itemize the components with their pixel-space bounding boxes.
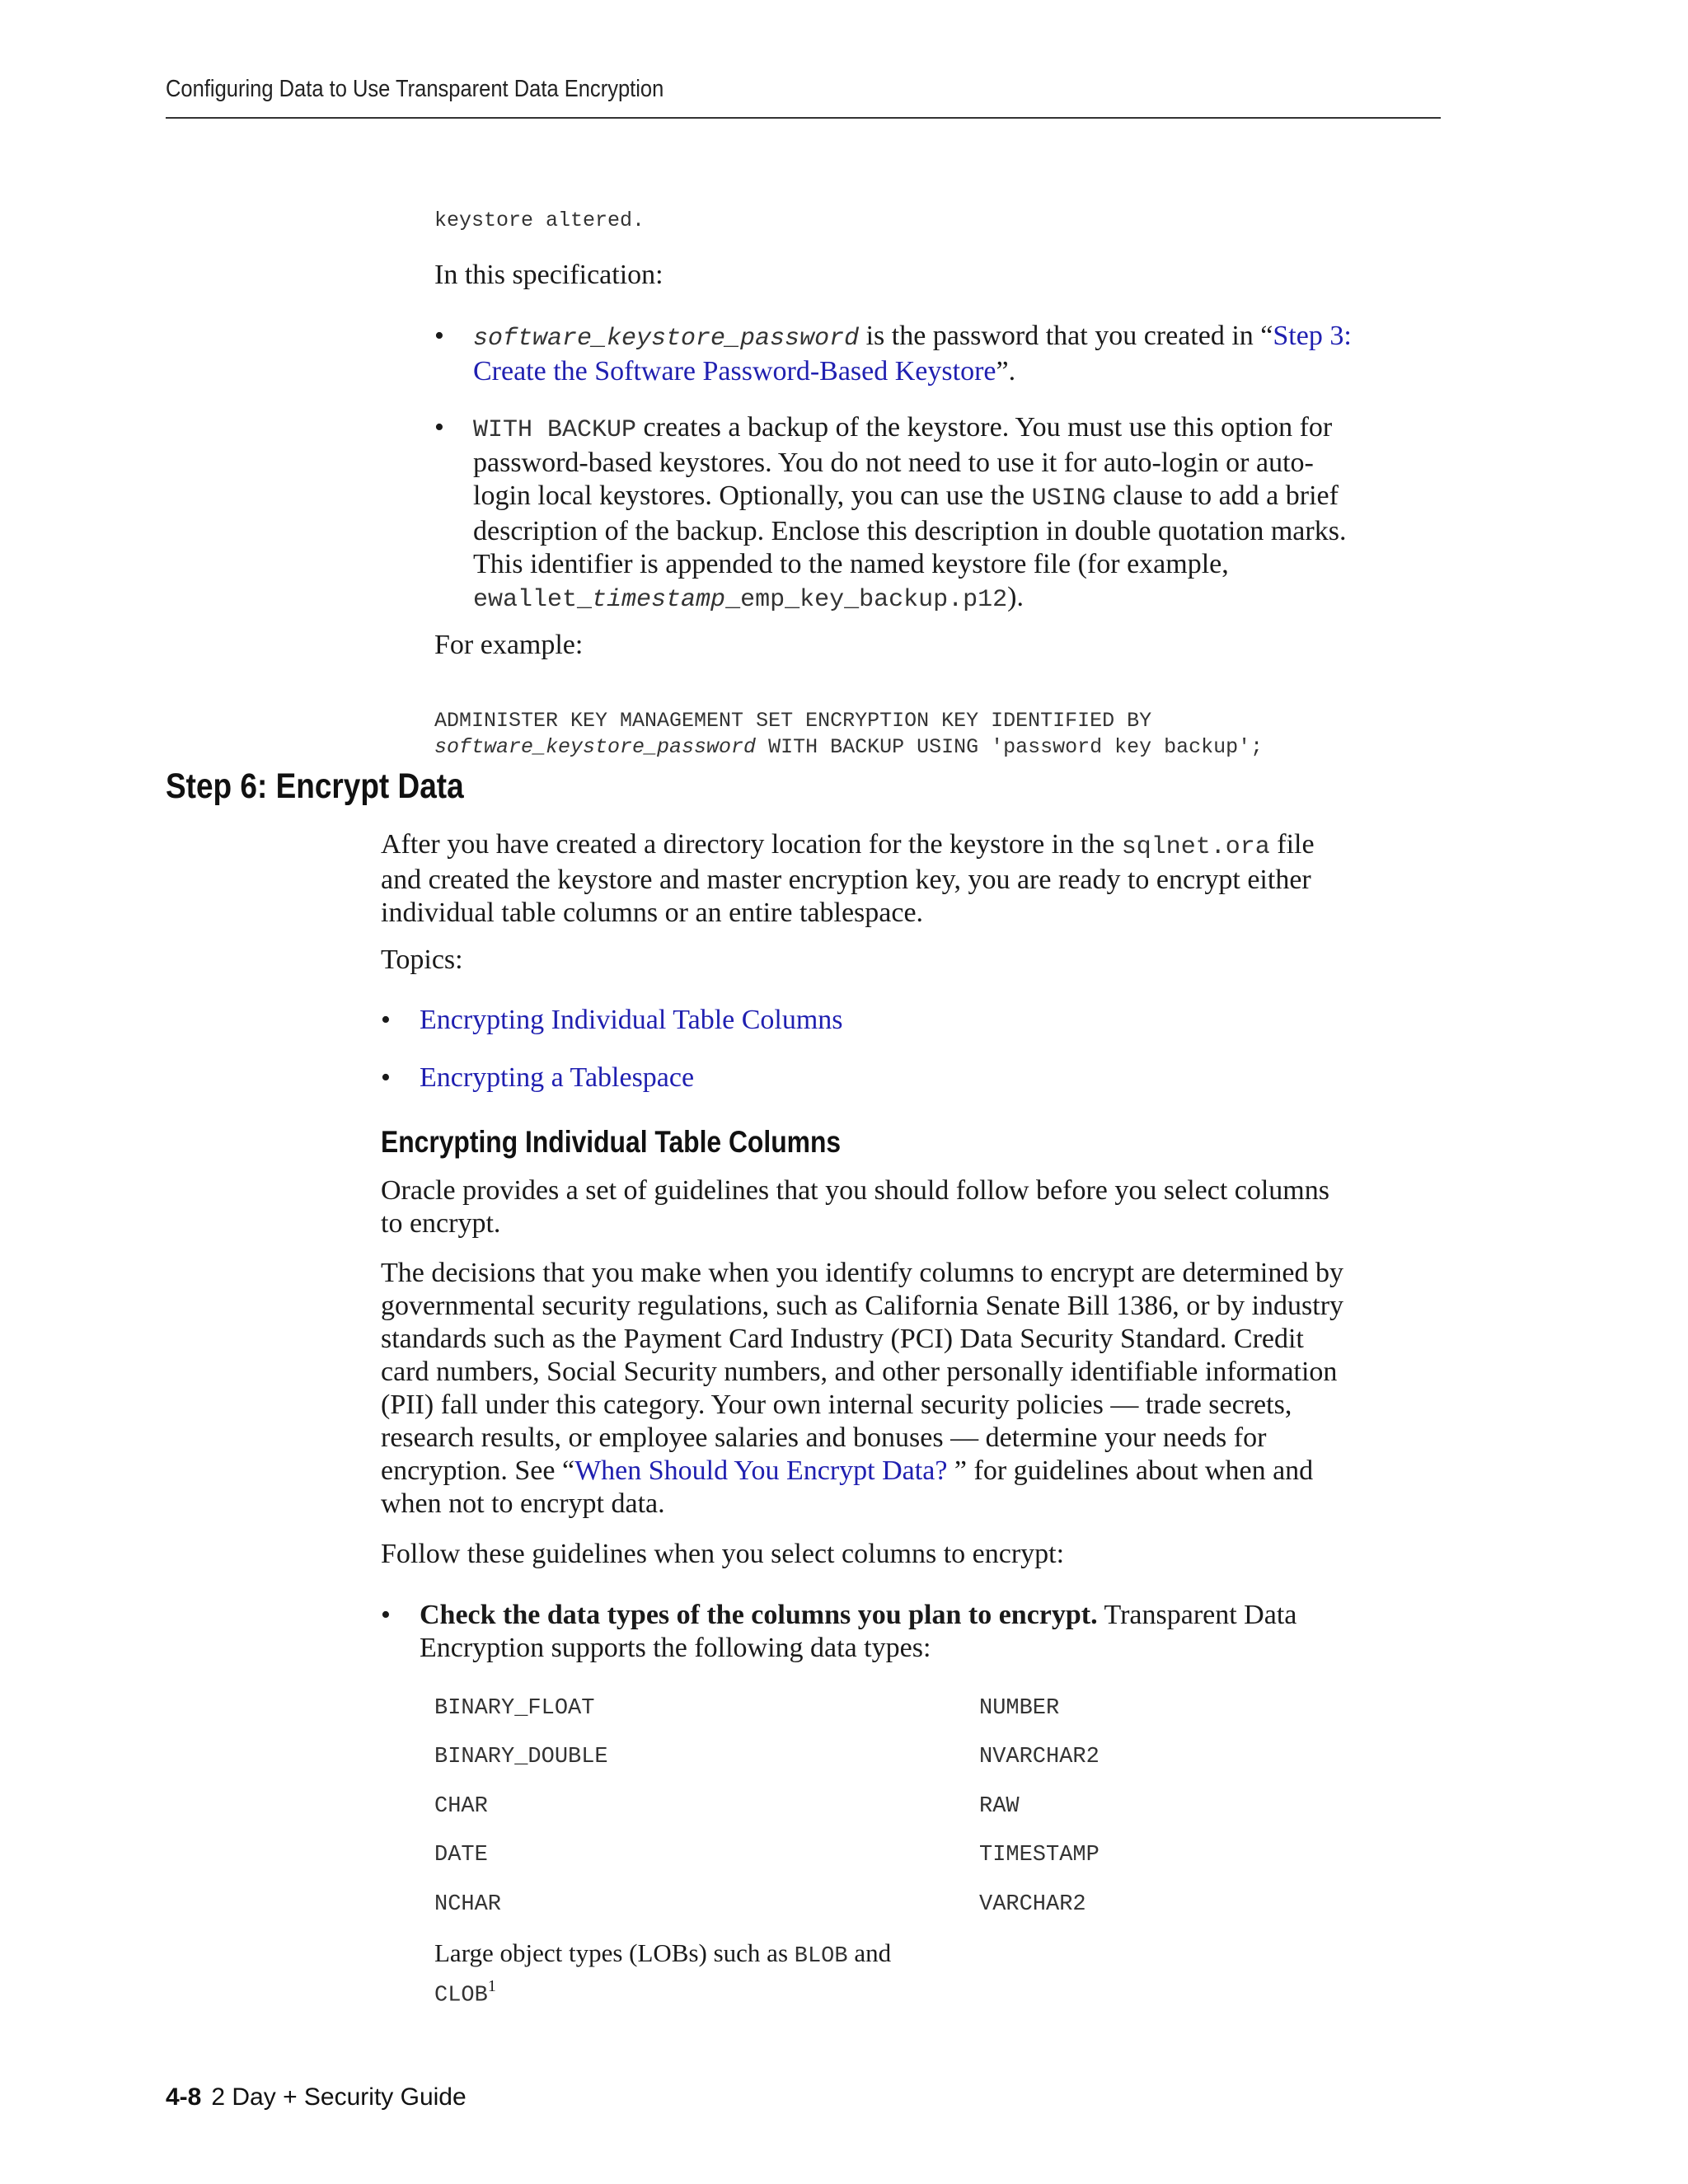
datatype-item: CHAR bbox=[434, 1794, 488, 1819]
bullet-icon: • bbox=[381, 1062, 391, 1093]
header-divider bbox=[166, 117, 1441, 119]
spec-intro: In this specification: bbox=[434, 260, 663, 290]
link-step3[interactable]: Step 3: bbox=[1273, 321, 1352, 351]
section-heading: Encrypting Individual Table Columns bbox=[381, 1125, 842, 1159]
link-encrypting-tablespace[interactable]: Encrypting a Tablespace bbox=[420, 1062, 695, 1093]
bullet-icon: • bbox=[434, 412, 444, 443]
datatype-item: RAW bbox=[979, 1794, 1020, 1819]
datatype-item: TIMESTAMP bbox=[979, 1843, 1100, 1868]
bullet-text bbox=[473, 411, 1495, 616]
text: password-based keystores. You do not need to use it for auto-login or auto- bbox=[473, 448, 1314, 478]
bullet-icon: • bbox=[434, 321, 444, 351]
lob-note: Large object types (LOBs) such as BLOB and CLOB$^1$ bbox=[434, 1938, 892, 2008]
running-header: Configuring Data to Use Transparent Data Encryption bbox=[166, 76, 664, 102]
step6-heading: Step 6: Encrypt Data bbox=[166, 766, 464, 806]
datatype-item: NUMBER bbox=[979, 1696, 1060, 1721]
topics-label: Topics: bbox=[381, 944, 463, 975]
code-clob: CLOB bbox=[434, 1983, 488, 2008]
for-example-label: For example: bbox=[434, 630, 584, 660]
datatype-item: BINARY_FLOAT bbox=[434, 1696, 595, 1721]
text: description of the backup. Enclose this description in double quotation marks. bbox=[473, 516, 1347, 546]
datatype-item: DATE bbox=[434, 1843, 488, 1868]
guideline-bold: Check the data types of the columns you plan to encrypt. bbox=[420, 1600, 1098, 1630]
bullet-text bbox=[473, 320, 1462, 388]
step6-paragraph: After you have created a directory location for the keystore in the sqlnet.ora file and created the keystore and master encryption key, you are ready to encrypt either individual table columns or an entire tablespace. bbox=[381, 829, 1315, 928]
code-blob: BLOB bbox=[794, 1944, 848, 1969]
datatype-item: NVARCHAR2 bbox=[979, 1745, 1100, 1769]
section-paragraph-1: Oracle provides a set of guidelines that you should follow before you select columns to encrypt. bbox=[381, 1175, 1329, 1239]
code-result: keystore altered. bbox=[434, 209, 645, 232]
example-code-block bbox=[434, 682, 1263, 761]
code-line-italic: software_keystore_password bbox=[434, 735, 757, 759]
footnote-marker[interactable]: 1 bbox=[487, 1977, 496, 1995]
bullet-icon: • bbox=[381, 1600, 391, 1630]
datatype-item: BINARY_DOUBLE bbox=[434, 1745, 608, 1769]
link-encrypting-columns[interactable]: Encrypting Individual Table Columns bbox=[420, 1005, 843, 1035]
code-sqlnet: sqlnet.ora bbox=[1121, 833, 1270, 861]
bullet-icon: • bbox=[381, 1005, 391, 1035]
code-filename: ewallet_timestamp_emp_key_backup.p12 bbox=[473, 586, 1008, 614]
section-paragraph-2: The decisions that you make when you identify columns to encrypt are determined by governmental security regulations, such as California Senate Bill 1386, or by industry standards such as the Payment Card Industry (PCI) Data Security Standard. Credit card numbers, Social Security numbers, and other personally identifiable information (PII) fall under this category. Your own internal security policies — trade secrets, research results, or employee salaries and bonuses — determine your needs for encryption. See “When Should You Encrypt Data? ” for guidelines about when and when not to encrypt data. bbox=[381, 1258, 1344, 1519]
code-password: software_keystore_password bbox=[473, 325, 860, 353]
guideline-text: Check the data types of the columns you plan to encrypt. Transparent Data Encryption supports the following data types: bbox=[420, 1600, 1297, 1663]
code-line: ADMINISTER KEY MANAGEMENT SET ENCRYPTION KEY IDENTIFIED BY bbox=[434, 709, 1152, 733]
text: This identifier is appended to the named keystore file (for example, bbox=[473, 549, 1229, 579]
book-title: 2 Day + Security Guide bbox=[211, 2083, 467, 2111]
text: is the password that you created in “ bbox=[859, 321, 1273, 351]
text: login local keystores. Optionally, you can use the bbox=[473, 480, 1032, 511]
datatype-item: VARCHAR2 bbox=[979, 1892, 1086, 1917]
text: ”. bbox=[996, 356, 1016, 387]
code-with-backup: WITH BACKUP bbox=[473, 416, 637, 444]
section-paragraph-3: Follow these guidelines when you select columns to encrypt: bbox=[381, 1539, 1065, 1569]
page-number: 4-8 bbox=[166, 2083, 202, 2111]
text: clause to add a brief bbox=[1105, 480, 1339, 511]
text: ). bbox=[1007, 582, 1024, 612]
code-using: USING bbox=[1031, 485, 1106, 513]
code-line: WITH BACKUP USING 'password key backup'; bbox=[756, 735, 1264, 759]
datatype-item: NCHAR bbox=[434, 1892, 502, 1917]
text: creates a backup of the keystore. You must use this option for bbox=[636, 412, 1333, 443]
page-footer bbox=[166, 2083, 467, 2111]
link-when-encrypt[interactable]: When Should You Encrypt Data? bbox=[574, 1455, 954, 1486]
link-step3-title[interactable]: Create the Software Password-Based Keystore bbox=[473, 356, 996, 387]
